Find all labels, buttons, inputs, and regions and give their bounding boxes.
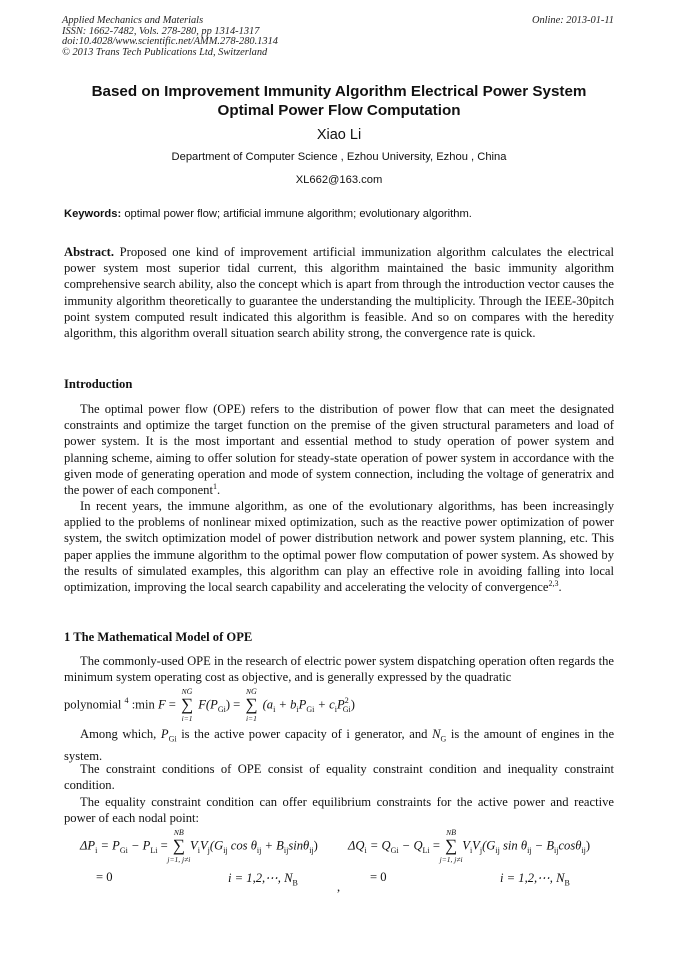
keywords-text: optimal power flow; artificial immune algorithm; evolutionary algorithm. bbox=[124, 208, 472, 220]
author-name: Xiao Li bbox=[316, 127, 362, 143]
polynomial-word: polynomial bbox=[64, 697, 122, 712]
eq2-sum: NB ∑ j=1, j≠i bbox=[167, 828, 191, 864]
eq3-sum: NB ∑ j=1, j≠i bbox=[439, 828, 463, 864]
symbol-PGi: P bbox=[160, 727, 169, 741]
eq1-mid: F(P bbox=[198, 697, 218, 712]
equation-objective: polynomial $^4$ :min F = NG ∑ i=1 $F(P_{Gi})$ = NG ∑ i=1 $(a_i + b_iP_{Gi} + c_iP^2_{Gi})$ bbox=[64, 687, 355, 723]
sec1-p4-text: The equality constraint condition can offer equilibrium constraints for the active power and reactive power of each nodal point: bbox=[64, 795, 614, 826]
equation-reactive-power: $\Delta Q_i = Q_{Gi} - Q_{Li}$ = NB ∑ j=1, j≠i $V_iV_j(G_{ij}$ $\sin \theta_{ij} - B_{ij}\cos\theta_{ij}$) bbox=[348, 828, 591, 864]
intro-p2-end: . bbox=[558, 580, 562, 595]
author-affiliation: Department of Computer Science , Ezhou University, Ezhou , China bbox=[171, 151, 507, 163]
section-1-paragraph-4 bbox=[64, 794, 614, 826]
intro-p1-text: The optimal power flow (OPE) refers to the distribution of power flow that can meet the designated constraints and optimize the target function on the premise of the given structural parameters and load of power system. It is the most important and essential method to study operation of power system and planning scheme, aiming to offer solution for steady-state operation of power system in accordance with the given mode of generating operation and mode of system connection, including the voltage of generatrix and the power of each component bbox=[64, 402, 614, 498]
intro-p2-ref: 2,3 bbox=[548, 578, 559, 588]
eq1-sum-2: NG ∑ i=1 bbox=[245, 687, 258, 723]
eq2-range: i = 1,2,⋯, $N_B$ bbox=[228, 871, 298, 888]
eq3-range: i = 1,2,⋯, $N_B$ bbox=[500, 871, 570, 888]
author-email: XL662@163.com bbox=[295, 174, 383, 186]
abstract bbox=[64, 244, 614, 341]
eq1-F: F bbox=[157, 697, 166, 712]
sec1-p2-c: is the amount of engines in the system. bbox=[64, 727, 615, 763]
intro-p1-end: . bbox=[216, 483, 221, 498]
journal-doi: doi:10.4028/www.scientific.net/AMM.278-280.1314 bbox=[62, 36, 278, 47]
symbol-NG: N bbox=[432, 727, 441, 741]
intro-p1-ref: 1 bbox=[212, 481, 217, 491]
section-1-paragraph-3 bbox=[64, 761, 614, 793]
journal-name: Applied Mechanics and Materials bbox=[62, 15, 204, 26]
intro-p2-text: In recent years, the immune algorithm, as one of the evolutionary algorithms, has been increasingly applied to the problems of nonlinear mixed optimization, such as the reactive power optimization of power system, the switch optimization model of power distribution network and power system planning, etc. This paper applies the immune algorithm to the optimal power flow computation of power system. As showed by the results of simulated examples, this algorithm can play an effective role in avoiding falling into local optimization, improving the local search capability and accelerating the velocity of convergence bbox=[64, 499, 614, 595]
keywords-label: Keywords: bbox=[64, 208, 122, 220]
sec1-p2-a: Among which, bbox=[80, 727, 157, 741]
intro-heading: Introduction bbox=[64, 377, 133, 391]
online-date: Online: 2013-01-11 bbox=[531, 15, 614, 26]
eq1-prefix: :min bbox=[131, 697, 155, 712]
section-1-paragraph-1 bbox=[64, 653, 614, 685]
equation-separator-comma: , bbox=[337, 880, 341, 894]
paper-title bbox=[40, 82, 638, 120]
equation-active-power: $\Delta P_i = P_{Gi} - P_{Li}$ = NB ∑ j=1, j≠i $V_iV_j(G_{ij}$ $\cos \theta_{ij} + B_{ij}\sin\theta_{ij}$) bbox=[80, 828, 318, 864]
keywords bbox=[64, 208, 472, 220]
sec1-p1-text: The commonly-used OPE in the research of electric power system dispatching operation often regards the minimum system operating cost as objective, and is generally expressed by the quadratic bbox=[64, 654, 614, 685]
intro-paragraph-1 bbox=[64, 401, 614, 498]
abstract-label: Abstract. bbox=[64, 245, 115, 259]
eq3-zero: = 0 bbox=[370, 870, 387, 884]
sec1-p2-b: is the active power capacity of i generator, and bbox=[181, 727, 428, 741]
sec1-p3-text: The constraint conditions of OPE consist of equality constraint condition and inequality constraint condition. bbox=[64, 762, 614, 793]
journal-copyright: © 2013 Trans Tech Publications Ltd, Switzerland bbox=[62, 46, 268, 58]
polynomial-ref: 4 bbox=[124, 696, 129, 706]
eq1-equals: = bbox=[168, 697, 176, 712]
intro-paragraph-2 bbox=[64, 498, 614, 595]
abstract-text: Proposed one kind of improvement artificial immunization algorithm calculates the electrical power system most superior tidal current, this algorithm maintained the basic immunity algorithm comprehensive search ability, also the concept which is apart from through the introduction vector causes the immunity algorithm theoretically to guarantee the understanding the multiplicity. Through the IEEE-30pitch point system computed result indicated this algorithm is feasible. And so on compares with the heredity algorithm, this algorithm overall situation search ability strong, the convergence rate is quick. bbox=[64, 245, 614, 341]
section-1-heading: 1 The Mathematical Model of OPE bbox=[64, 630, 253, 644]
journal-header bbox=[62, 16, 278, 58]
title-line-1: Based on Improvement Immunity Algorithm Electrical Power System bbox=[91, 83, 587, 100]
journal-issn: ISSN: 1662-7482, Vols. 278-280, pp 1314-1317 bbox=[62, 25, 260, 37]
eq2-zero: = 0 bbox=[96, 870, 113, 884]
section-1-paragraph-2: Among which, $P_{Gi}$ is the active power capacity of i generator, and $N_G$ is the amount of engines in the system. bbox=[64, 727, 615, 763]
title-line-2: Optimal Power Flow Computation bbox=[217, 102, 461, 119]
eq1-sum-1: NG ∑ i=1 bbox=[181, 687, 194, 723]
